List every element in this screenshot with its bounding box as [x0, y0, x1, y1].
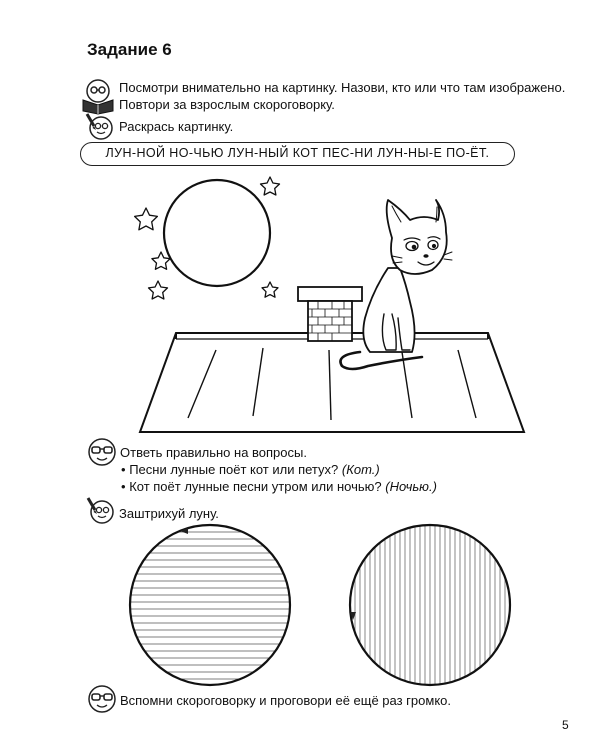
task-title: Задание 6 — [87, 40, 172, 59]
question-answer: (Ночью.) — [385, 479, 437, 494]
look-instruction-line-1: Посмотри внимательно на картинку. Назови, кто или что там изображено. — [119, 80, 566, 95]
questions-intro: Ответь правильно на вопросы. — [120, 445, 307, 460]
final-instruction: Вспомни скороговорку и проговори её ещё раз громко. — [120, 693, 451, 708]
glasses-mascot-icon — [86, 683, 118, 715]
question-answer: (Кот.) — [341, 462, 380, 477]
shade-instruction: Заштрихуй луну. — [119, 506, 219, 521]
color-instruction: Раскрась картинку. — [119, 119, 234, 134]
page-number: 5 — [562, 718, 569, 732]
question-text: Кот поёт лунные песни утром или ночью? — [129, 479, 382, 494]
moon-vertical-hatching — [350, 520, 510, 690]
bullet: • — [121, 479, 126, 494]
bullet: • — [121, 462, 126, 477]
tongue-twister-box: ЛУН-НОЙ НО-ЧЬЮ ЛУН-НЫЙ КОТ ПЕС-НИ ЛУН-НЫ-Е ПО-ЁТ. — [80, 142, 515, 166]
look-instruction-line-2: Повтори за взрослым скороговорку. — [119, 97, 335, 112]
moon-horizontal-hatching — [125, 525, 295, 679]
question-text: Песни лунные поёт кот или петух? — [129, 462, 339, 477]
